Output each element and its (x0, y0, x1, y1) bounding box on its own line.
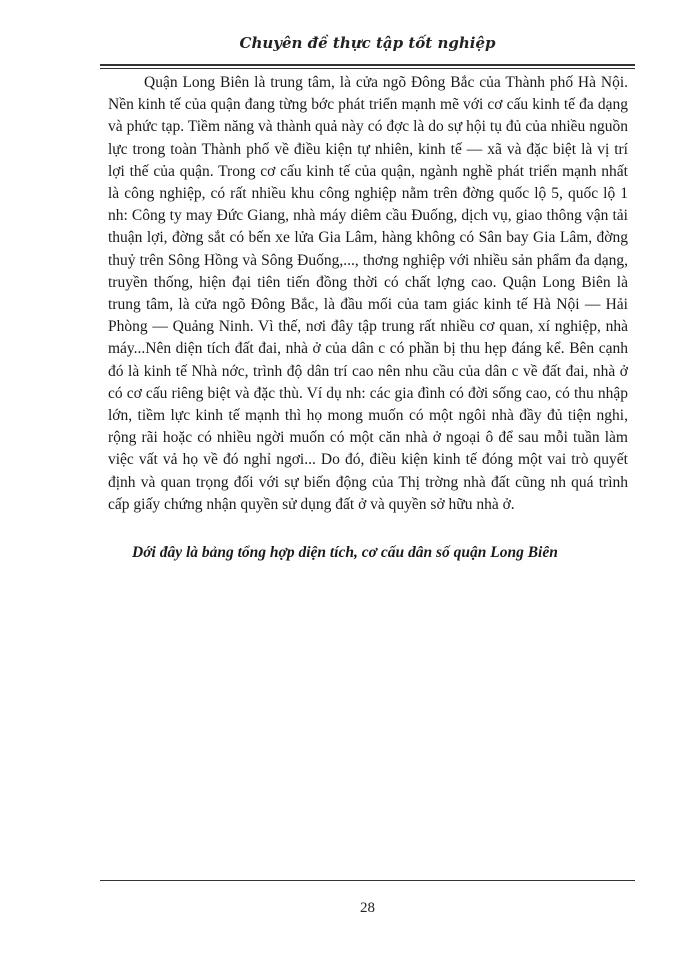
body-text (108, 72, 628, 516)
footer-divider (100, 880, 635, 881)
header-divider (100, 64, 635, 69)
body-paragraph: Quận Long Biên là trung tâm, là cửa ngõ Đông Bắc của Thành phố Hà Nội. Nền kinh tế của quận đang từng bớc phát triển mạnh mẽ với cơ cấu kinh tế đa dạng và phức tạp. Tiềm năng và thành quả này có đợc là do sự hội tụ đủ của nhiều nguồn lực trong toàn Thành phố về điều kiện tự nhiên, kinh tế — xã và đặc biệt là vị trí lợi thế của quận. Trong cơ cấu kinh tế của quận, ngành nghề phát triển mạnh nhất là công nghiệp, có rất nhiều khu công nghiệp nằm trên đờng quốc lộ 5, quốc lộ 1 nh: Công ty may Đức Giang, nhà máy diêm cầu Đuống, dịch vụ, giao thông vận tải thuận lợi, đờng sắt có bến xe lửa Gia Lâm, hàng không có Sân bay Gia Lâm, đờng thuỷ trên Sông Hồng và Sông Đuống,..., thơng nghiệp với nhiều sản phẩm đa dạng, truyền thống, hiện đại tiên tiến đồng thời có chất lợng cao. Quận Long Biên là trung tâm, là cửa ngõ Đông Bắc, là đầu mối của tam giác kinh tế Hà Nội — Hải Phòng — Quảng Ninh. Vì thế, nơi đây tập trung rất nhiều cơ quan, xí nghiệp, nhà máy...Nên diện tích đất đai, nhà ở của dân c có phần bị thu hẹp đáng kể. Bên cạnh đó là kinh tế Nhà nớc, trình độ dân trí cao nên nhu cầu của dân c về đất đai, nhà ở có cơ cấu riêng biệt và đặc thù. Ví dụ nh: các gia đình có đời sống cao, có thu nhập lớn, tiềm lực kinh tế mạnh thì họ mong muốn có một ngôi nhà đầy đủ tiện nghi, rộng rãi hoặc có nhiều ngời muốn có một căn nhà ở ngoại ô để sau mỗi tuần làm việc vất vả họ về đó nghỉ ngơi... Do đó, điều kiện kinh tế đóng một vai trò quyết định và quan trọng đối với sự biến động của Thị trờng nhà đất cũng nh quá trình cấp giấy chứng nhận quyền sử dụng đất ở và quyền sở hữu nhà ở. (108, 74, 628, 513)
page-header-title: Chuyên đề thực tập tốt nghiệp (239, 34, 496, 52)
page-number: 28 (360, 900, 375, 916)
table-caption: Dới đây là bảng tổng hợp diện tích, cơ cấu dân số quận Long Biên (132, 544, 558, 561)
